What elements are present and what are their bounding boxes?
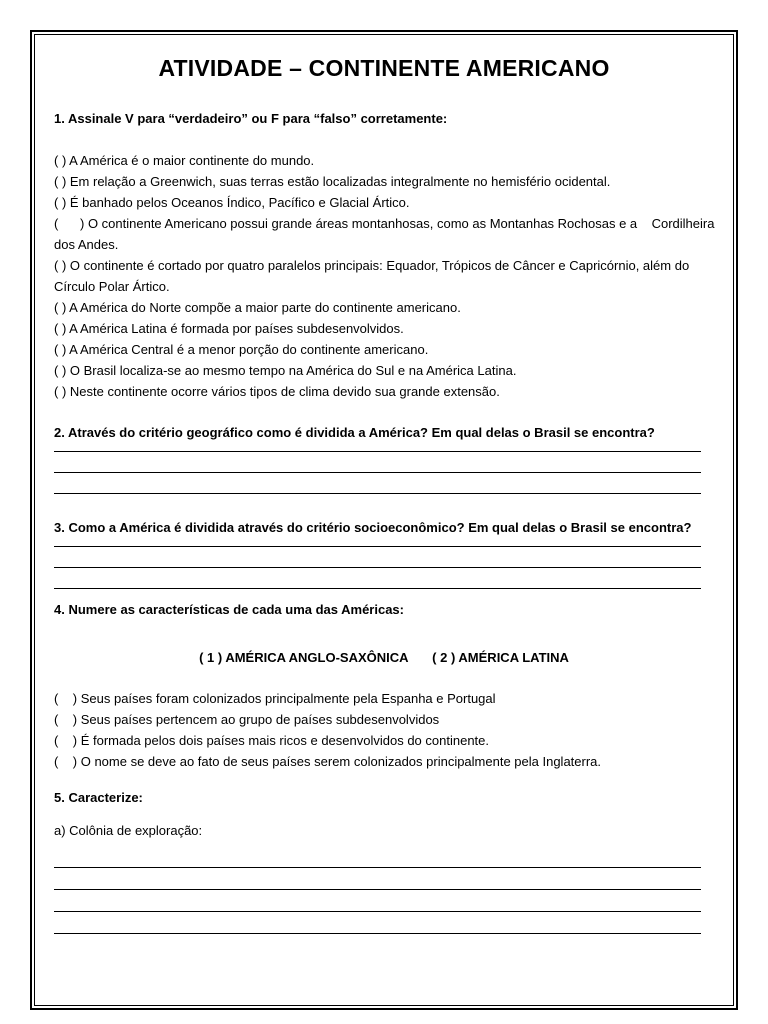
answer-line[interactable] — [54, 493, 701, 494]
q1-statement: ( ) É banhado pelos Oceanos Índico, Pacífico e Glacial Ártico. — [54, 195, 410, 210]
q4-characteristic: ( ) É formada pelos dois países mais ricos e desenvolvidos do continente. — [54, 733, 489, 748]
question-2-heading: 2. Através do critério geográfico como é dividida a América? Em qual delas o Brasil se encontra? — [54, 425, 655, 440]
q4-options — [0, 650, 768, 665]
answer-line[interactable] — [54, 911, 701, 912]
q1-statement: ( ) Em relação a Greenwich, suas terras estão localizadas integralmente no hemisfério ocidental. — [54, 174, 611, 189]
answer-line[interactable] — [54, 867, 701, 868]
q4-characteristic: ( ) Seus países foram colonizados principalmente pela Espanha e Portugal — [54, 691, 496, 706]
answer-line[interactable] — [54, 546, 701, 547]
option-latina: ( 2 ) AMÉRICA LATINA — [432, 650, 569, 665]
q1-statement: ( ) A América Latina é formada por países subdesenvolvidos. — [54, 321, 404, 336]
q1-statement: ( ) O Brasil localiza-se ao mesmo tempo na América do Sul e na América Latina. — [54, 363, 517, 378]
page-title: ATIVIDADE – CONTINENTE AMERICANO — [158, 55, 610, 81]
question-1-heading: 1. Assinale V para “verdadeiro” ou F para “falso” corretamente: — [54, 111, 448, 126]
q1-statement: ( ) A América é o maior continente do mundo. — [54, 153, 315, 168]
q1-statement-continuation: Círculo Polar Ártico. — [54, 279, 170, 294]
answer-line[interactable] — [54, 472, 701, 473]
answer-line[interactable] — [54, 933, 701, 934]
question-3-heading: 3. Como a América é dividida através do critério socioeconômico? Em qual delas o Brasil se encontra? — [54, 520, 692, 535]
q1-statement: ( ) O continente Americano possui grande áreas montanhosas, como as Montanhas Rochosas e a Cordilheira — [54, 216, 715, 231]
answer-line[interactable] — [54, 451, 701, 452]
q1-statement: ( ) A América Central é a menor porção do continente americano. — [54, 342, 429, 357]
q1-statement: ( ) A América do Norte compõe a maior parte do continente americano. — [54, 300, 461, 315]
question-4-heading: 4. Numere as características de cada uma das Américas: — [54, 602, 404, 617]
question-5-heading: 5. Caracterize: — [54, 790, 143, 805]
q1-statement: ( ) O continente é cortado por quatro paralelos principais: Equador, Trópicos de Câncer e Capricórnio, além do — [54, 258, 690, 273]
option-anglo-saxonica: ( 1 ) AMÉRICA ANGLO-SAXÔNICA — [199, 650, 409, 665]
q1-statement-continuation: dos Andes. — [54, 237, 119, 252]
q4-characteristic: ( ) O nome se deve ao fato de seus países serem colonizados principalmente pela Inglaterra. — [54, 754, 602, 769]
q1-statement: ( ) Neste continente ocorre vários tipos de clima devido sua grande extensão. — [54, 384, 500, 399]
q5-sub-a: a) Colônia de exploração: — [54, 823, 203, 838]
answer-line[interactable] — [54, 889, 701, 890]
answer-line[interactable] — [54, 588, 701, 589]
answer-line[interactable] — [54, 567, 701, 568]
q4-characteristic: ( ) Seus países pertencem ao grupo de países subdesenvolvidos — [54, 712, 440, 727]
